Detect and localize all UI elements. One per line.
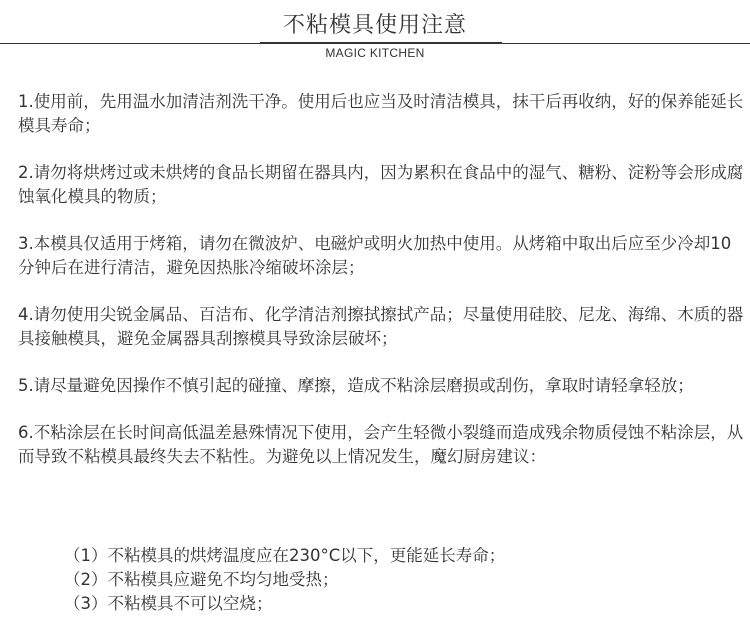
suggestion-list bbox=[64, 544, 734, 616]
suggestion-1: （1）不粘模具的烘烤温度应在230°C以下，更能延长寿命； bbox=[64, 546, 506, 565]
usage-notes bbox=[18, 90, 746, 492]
page-title: 不粘模具使用注意 bbox=[282, 13, 467, 38]
suggestion-2: （2）不粘模具应避免不均匀地受热； bbox=[64, 570, 339, 589]
page-header bbox=[0, 0, 750, 66]
note-4: 4.请勿使用尖锐金属品、百洁布、化学清洁剂擦拭擦拭产品；尽量使用硅胶、尼龙、海绵、木质的器具接触模具，避免金属器具刮擦模具导致涂层破坏； bbox=[18, 305, 744, 348]
header-divider-accent bbox=[260, 42, 502, 44]
header-divider-right bbox=[502, 43, 750, 44]
header-divider-left bbox=[0, 43, 260, 44]
note-6: 6.不粘涂层在长时间高低温差悬殊情况下使用，会产生轻微小裂缝而造成残余物质侵蚀不粘涂层，从而导致不粘模具最终失去不粘性。为避免以上情况发生，魔幻厨房建议： bbox=[18, 423, 744, 466]
note-5: 5.请尽量避免因操作不慎引起的碰撞、摩擦，造成不粘涂层磨损或刮伤，拿取时请轻拿轻放； bbox=[18, 376, 694, 395]
note-1: 1.使用前，先用温水加清洁剂洗干净。使用后也应当及时清洁模具，抹干后再收纳，好的保养能延长模具寿命； bbox=[18, 92, 744, 135]
brand-subtitle: MAGIC KITCHEN bbox=[325, 46, 425, 60]
suggestion-3: （3）不粘模具不可以空烧； bbox=[64, 594, 273, 613]
note-2: 2.请勿将烘烤过或未烘烤的食品长期留在器具内，因为累积在食品中的湿气、糖粉、淀粉等会形成腐蚀氧化模具的物质； bbox=[18, 163, 744, 206]
note-3: 3.本模具仅适用于烤箱，请勿在微波炉、电磁炉或明火加热中使用。从烤箱中取出后应至少冷却10分钟后在进行清洁，避免因热胀冷缩破坏涂层； bbox=[18, 234, 732, 277]
